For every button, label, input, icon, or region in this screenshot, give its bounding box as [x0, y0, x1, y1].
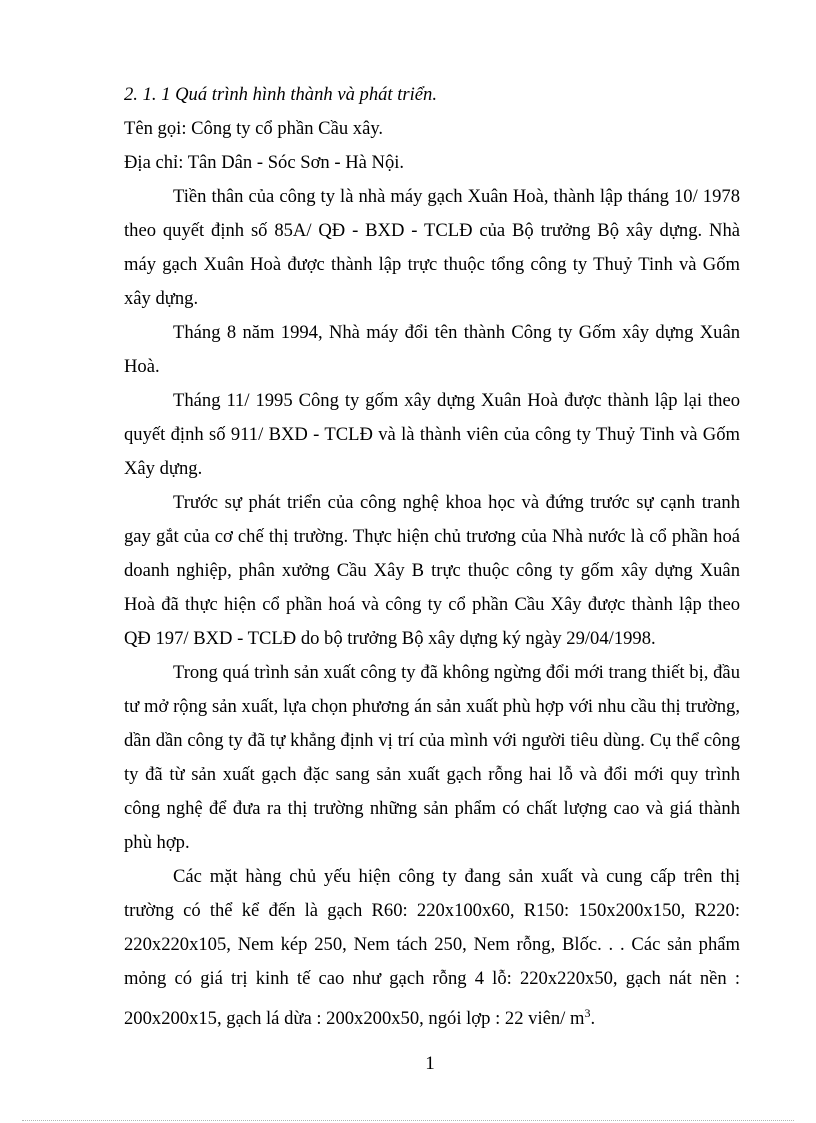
paragraph-products: [124, 860, 740, 1036]
company-name-line: Tên gọi: Công ty cổ phần Cầu xây.: [124, 118, 384, 139]
paragraph-innovation: Trong quá trình sản xuất công ty đã không ngừng đổi mới trang thiết bị, đầu tư mở rộng sản xuất, lựa chọn phương án sản xuất phù hợp với nhu cầu thị trường, dần dần công ty đã tự khẳng định vị trí của mình với người tiêu dùng. Cụ thể công ty đã từ sản xuất gạch đặc sang sản xuất gạch rỗng hai lỗ và đổi mới quy trình công nghệ để đưa ra thị trường những sản phẩm có chất lượng cao và giá thành phù hợp.: [124, 662, 740, 853]
unit-superscript: 3: [584, 1006, 591, 1020]
address-line: Địa chỉ: Tân Dân - Sóc Sơn - Hà Nội.: [124, 152, 405, 173]
paragraph-equitization: Trước sự phát triển của công nghệ khoa học và đứng trước sự cạnh tranh gay gắt của cơ chế thị trường. Thực hiện chủ trương của Nhà nước là cổ phần hoá doanh nghiệp, phân xưởng Cầu Xây B trực thuộc công ty gốm xây dựng Xuân Hoà đã thực hiện cổ phần hoá và công ty cổ phần Cầu Xây được thành lập theo QĐ 197/ BXD - TCLĐ do bộ trưởng Bộ xây dựng ký ngày 29/04/1998.: [124, 492, 740, 649]
products-text: Các mặt hàng chủ yếu hiện công ty đang sản xuất và cung cấp trên thị trường có thể kể đến là gạch R60: 220x100x60, R150: 150x200x150, R220: 220x220x105, Nem kép 250, Nem tách 250, Nem rỗng, Blốc. . . Các sản phẩm mỏng có giá trị kinh tế cao như gạch rỗng 4 lỗ: 220x220x50, gạch nát nền : 200x200x15, gạch lá dừa : 200x200x50, ngói lợp : 22 viên/ m: [124, 866, 740, 1030]
page-number: 1: [425, 1053, 435, 1074]
paragraph-history-origin: Tiền thân của công ty là nhà máy gạch Xuân Hoà, thành lập tháng 10/ 1978 theo quyết định số 85A/ QĐ - BXD - TCLĐ của Bộ trưởng Bộ xây dựng. Nhà máy gạch Xuân Hoà được thành lập trực thuộc tổng công ty Thuỷ Tinh và Gốm xây dựng.: [124, 186, 740, 309]
paragraph-reestablish-1995: Tháng 11/ 1995 Công ty gốm xây dựng Xuân Hoà được thành lập lại theo quyết định số 911/ BXD - TCLĐ và là thành viên của công ty Thuỷ Tinh và Gốm Xây dựng.: [124, 390, 740, 479]
section-heading: 2. 1. 1 Quá trình hình thành và phát triển.: [124, 84, 437, 105]
final-period: .: [590, 1008, 596, 1030]
page-content: [124, 78, 740, 1036]
page-bottom-divider: [22, 1120, 794, 1121]
paragraph-rename-1994: Tháng 8 năm 1994, Nhà máy đổi tên thành Công ty Gốm xây dựng Xuân Hoà.: [124, 322, 740, 377]
